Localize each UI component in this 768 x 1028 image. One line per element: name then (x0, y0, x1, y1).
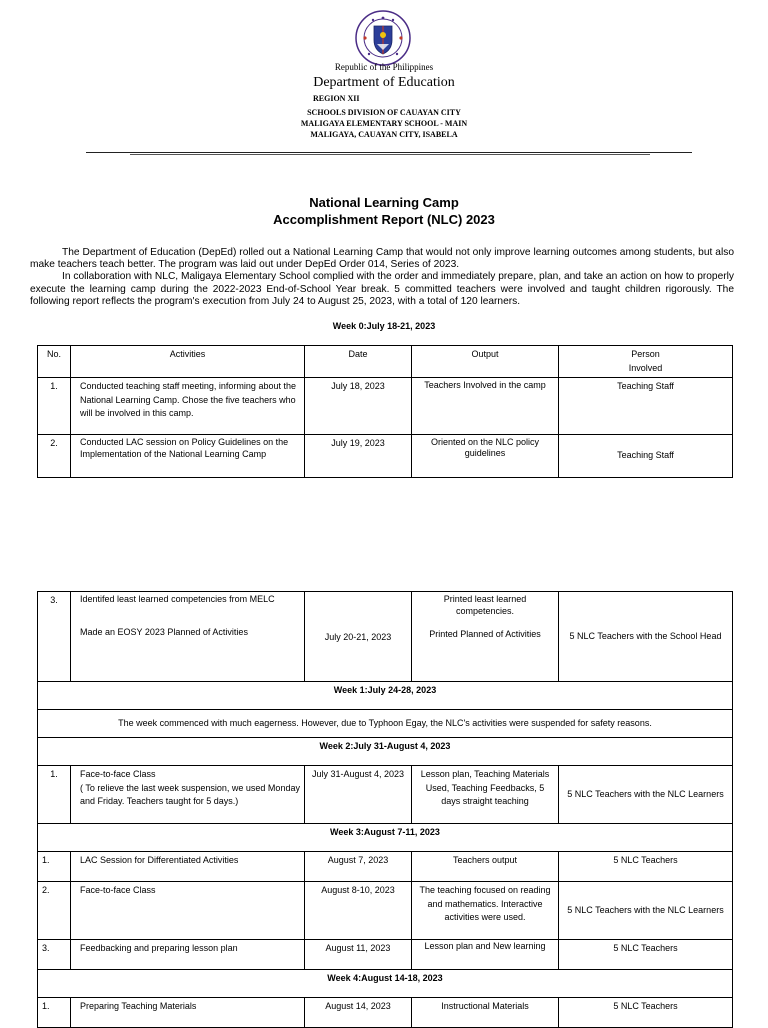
row-output: Oriented on the NLC policy guidelines (412, 435, 559, 478)
intro-text (30, 247, 734, 308)
col-person: Person Involved (559, 346, 733, 378)
row-activity-part-2: Made an EOSY 2023 Planned of Activities (80, 626, 248, 637)
row-date: July 31-August 4, 2023 (305, 766, 412, 824)
row-output: Instructional Materials (412, 998, 559, 1028)
report-subtitle: Accomplishment Report (NLC) 2023 (273, 212, 495, 227)
row-date: August 14, 2023 (305, 998, 412, 1028)
row-person: 5 NLC Teachers (559, 998, 733, 1028)
row-date: July 20-21, 2023 (305, 592, 412, 682)
table-row (38, 766, 733, 824)
row-person: 5 NLC Teachers with the School Head (559, 592, 733, 682)
row-no: 1. (38, 766, 71, 824)
table-row (38, 940, 733, 970)
row-date: August 7, 2023 (305, 852, 412, 882)
week0-heading: Week 0:July 18-21, 2023 (332, 321, 436, 331)
row-activity: LAC Session for Differentiated Activities (71, 852, 305, 882)
table-row (38, 592, 733, 682)
week2-heading: Week 2:July 31-August 4, 2023 (38, 738, 733, 766)
row-output: Teachers output (412, 852, 559, 882)
school-address: MALIGAYA, CAUAYAN CITY, ISABELA (310, 130, 458, 139)
row-person: 5 NLC Teachers with the NLC Learners (559, 882, 733, 940)
row-activity: Face-to-face Class (71, 882, 305, 940)
row-activity: Face-to-face Class ( To relieve the last week suspension, we used Monday and Friday. Teachers taught for 5 days.) (71, 766, 305, 824)
row-no: 3. (38, 940, 71, 970)
table-row (38, 882, 733, 940)
intro-paragraph-1: The Department of Education (DepEd) rolled out a National Learning Camp that would not only improve learning outcomes among students, but also make teachers teach better. The program was laid out under DepEd Order 014, Series of 2023. (30, 247, 734, 271)
week-heading-row (38, 738, 733, 766)
row-output: The teaching focused on reading and mathematics. Interactive activities were used. (412, 882, 559, 940)
row-output-part-2: Printed Planned of Activities (429, 629, 541, 639)
row-output-part-1: Printed least learned competencies. (443, 594, 527, 616)
department-name: Department of Education (313, 75, 455, 90)
row-date: August 8-10, 2023 (305, 882, 412, 940)
row-no: 1. (38, 998, 71, 1028)
region-label: REGION XII (313, 94, 360, 103)
row-person: Teaching Staff (559, 378, 733, 435)
row-activity (71, 592, 305, 682)
row-output: Lesson plan and New learning (412, 940, 559, 970)
table-row (38, 998, 733, 1028)
row-no: 2. (38, 435, 71, 478)
header-divider-secondary (130, 154, 650, 155)
school-name: MALIGAYA ELEMENTARY SCHOOL - MAIN (300, 119, 468, 128)
week-heading-row (38, 824, 733, 852)
row-date: August 11, 2023 (305, 940, 412, 970)
table-row (38, 435, 733, 478)
row-date: July 19, 2023 (305, 435, 412, 478)
col-activities: Activities (71, 346, 305, 378)
row-activity: Feedbacking and preparing lesson plan (71, 940, 305, 970)
col-no: No. (38, 346, 71, 378)
col-output: Output (412, 346, 559, 378)
row-no: 1. (38, 378, 71, 435)
row-activity-part-1: Identifed least learned competencies from MELC (80, 594, 275, 604)
row-activity: Conducted LAC session on Policy Guidelines on the Implementation of the National Learning Camp (71, 435, 305, 478)
intro-paragraph-2: In collaboration with NLC, Maligaya Elementary School complied with the order and immediately prepare, plan, and take an action on how to properly execute the learning camp during the 2022-2023 End-of-School Year break. 5 committed teachers were involved and taught children rigorously. The following report reflects the program's execution from July 24 to August 25, 2023, with a total of 120 learners. (30, 271, 734, 307)
deped-seal-logo (355, 10, 411, 66)
week0-table (37, 345, 733, 478)
week4-heading: Week 4:August 14-18, 2023 (38, 970, 733, 998)
row-person: 5 NLC Teachers with the NLC Learners (559, 766, 733, 824)
row-date: July 18, 2023 (305, 378, 412, 435)
row-activity: Preparing Teaching Materials (71, 998, 305, 1028)
week-note-row (38, 710, 733, 738)
header-divider (86, 152, 692, 153)
week1-heading: Week 1:July 24-28, 2023 (38, 682, 733, 710)
row-activity: Conducted teaching staff meeting, informing about the National Learning Camp. Chose the five teachers who will be involved in this camp. (71, 378, 305, 435)
activities-table-continued (37, 591, 733, 1028)
table-header-row (38, 346, 733, 378)
row-output: Lesson plan, Teaching Materials Used, Teaching Feedbacks, 5 days straight teaching (412, 766, 559, 824)
report-title: National Learning Camp (309, 195, 459, 210)
table-row (38, 852, 733, 882)
row-output (412, 592, 559, 682)
row-no: 3. (38, 592, 71, 682)
week-heading-row (38, 970, 733, 998)
week3-heading: Week 3:August 7-11, 2023 (38, 824, 733, 852)
row-person: 5 NLC Teachers (559, 852, 733, 882)
table-row (38, 378, 733, 435)
row-no: 1. (38, 852, 71, 882)
col-date: Date (305, 346, 412, 378)
row-output: Teachers Involved in the camp (412, 378, 559, 435)
row-person: 5 NLC Teachers (559, 940, 733, 970)
row-person: Teaching Staff (559, 435, 733, 478)
republic-label: Republic of the Philippines (334, 62, 434, 72)
week1-note: The week commenced with much eagerness. However, due to Typhoon Egay, the NLC's activities were suspended for safety reasons. (38, 710, 733, 738)
division-label: SCHOOLS DIVISION OF CAUAYAN CITY (307, 108, 461, 117)
row-no: 2. (38, 882, 71, 940)
week-heading-row (38, 682, 733, 710)
